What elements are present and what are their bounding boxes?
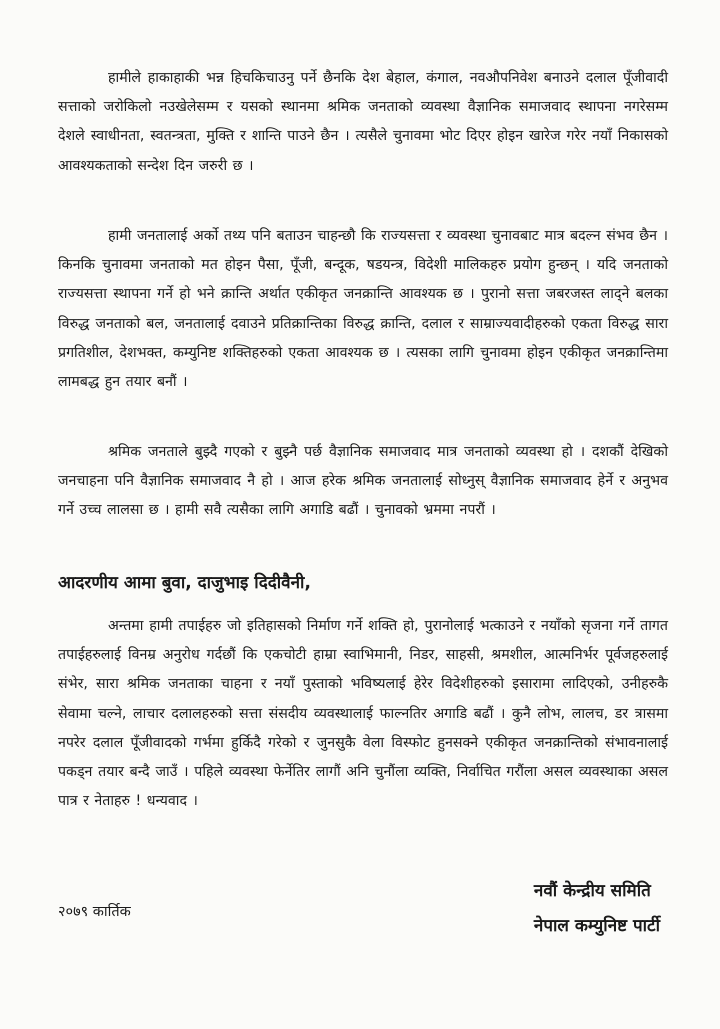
body-paragraph-3: श्रमिक जनताले बुझ्दै गएको र बुझ्नै पर्छ वैज्ञानिक समाजवाद मात्र जनताको व्यवस्था हो । दशकौं देखिको जनचाहना पनि वैज्ञानिक समाजवाद नै हो । आज हरेक श्रमिक जनतालाई सोध्नुस् वैज्ञानिक समाजवाद हेर्ने र अनुभव गर्ने उच्च लालसा छ । हामी सवै त्यसैका लागि अगाडि बढौं । चुनावको भ्रममा नपरौं । xyxy=(58,444,668,519)
body-paragraph-1: हामीले हाकाहाकी भन्न हिचकिचाउनु पर्ने छैनकि देश बेहाल, कंगाल, नवऔपनिवेश बनाउने दलाल पूँजीवादी सत्ताको जरोकिलो नउखेलेसम्म र यसको स्थानमा श्रमिक जनताको व्यवस्था वैज्ञानिक समाजवाद स्थापना नगरेसम्म देशले स्वाधीनता, स्वतन्त्रता, मुक्ति र शान्ति पाउने छैन । त्यसैले चुनावमा भोट दिएर होइन खारेज गरेर नयाँ निकासको आवश्यकताको सन्देश दिन जरुरी छ । xyxy=(58,70,668,174)
signature-block xyxy=(534,874,660,944)
letter-date: २०७९ कार्तिक xyxy=(58,904,131,920)
closing-paragraph: अन्तमा हामी तपाईहरु जो इतिहासको निर्माण गर्ने शक्ति हो, पुरानोलाई भत्काउने र नयाँको सृजना गर्ने तागत तपाईहरुलाई विनम्र अनुरोध गर्दछौं कि एकचोटी हाम्रा स्वाभिमानी, निडर, साहसी, श्रमशील, आत्मनिर्भर पूर्वजहरुलाई संभेर, सारा श्रमिक जनताका चाहना र नयाँ पुस्ताको भविष्यलाई हेरेर विदेशीहरुको इसारामा लादिएको, उनीहरुकै सेवामा चल्ने, लाचार दलालहरुको सत्ता संसदीय व्यवस्थालाई फाल्नतिर अगाडि बढौं । कुनै लोभ, लालच, डर त्रासमा नपरेर दलाल पूँजीवादको गर्भमा हुर्किदै गरेको र जुनसुकै वेला विस्फोट हुनसक्ने एकीकृत जनक्रान्तिको संभावनालाई पकड्न तयार बन्दै जाउँ । पहिले व्यवस्था फेर्नेतिर लागौं अनि चुनौंला व्यक्ति, निर्वाचित गरौंला असल व्यवस्थाका असल पात्र र नेताहरु ! धन्यवाद । xyxy=(58,618,668,810)
signature-party: नेपाल कम्युनिष्ट पार्टी xyxy=(533,916,660,936)
salutation-heading: आदरणीय आमा बुवा, दाजुभाइ दिदीवैनी, xyxy=(58,573,311,593)
body-paragraph-2: हामी जनतालाई अर्को तथ्य पनि बताउन चाहन्छौ कि राज्यसत्ता र व्यवस्था चुनावबाट मात्र बदल्न संभव छैन । किनकि चुनावमा जनताको मत होइन पैसा, पूँजी, बन्दूक, षडयन्त्र, विदेशी मालिकहरु प्रयोग हुन्छन् । यदि जनताको राज्यसत्ता स्थापना गर्ने हो भने क्रान्ति अर्थात एकीकृत जनक्रान्ति आवश्यक छ । पुरानो सत्ता जबरजस्त लाद्ने बलका विरुद्ध जनताको बल, जनतालाई दवाउने प्रतिक्रान्तिका विरुद्ध क्रान्ति, दलाल र साम्राज्यवादीहरुको एकता विरुद्ध सारा प्रगतिशील, देशभक्त, कम्युनिष्ट शक्तिहरुको एकता आवश्यक छ । त्यसका लागि चुनावमा होइन एकीकृत जनक्रान्तिमा लामबद्ध हुन तयार बनौं । xyxy=(58,228,668,391)
signature-committee: नवौं केन्द्रीय समिति xyxy=(533,881,651,901)
